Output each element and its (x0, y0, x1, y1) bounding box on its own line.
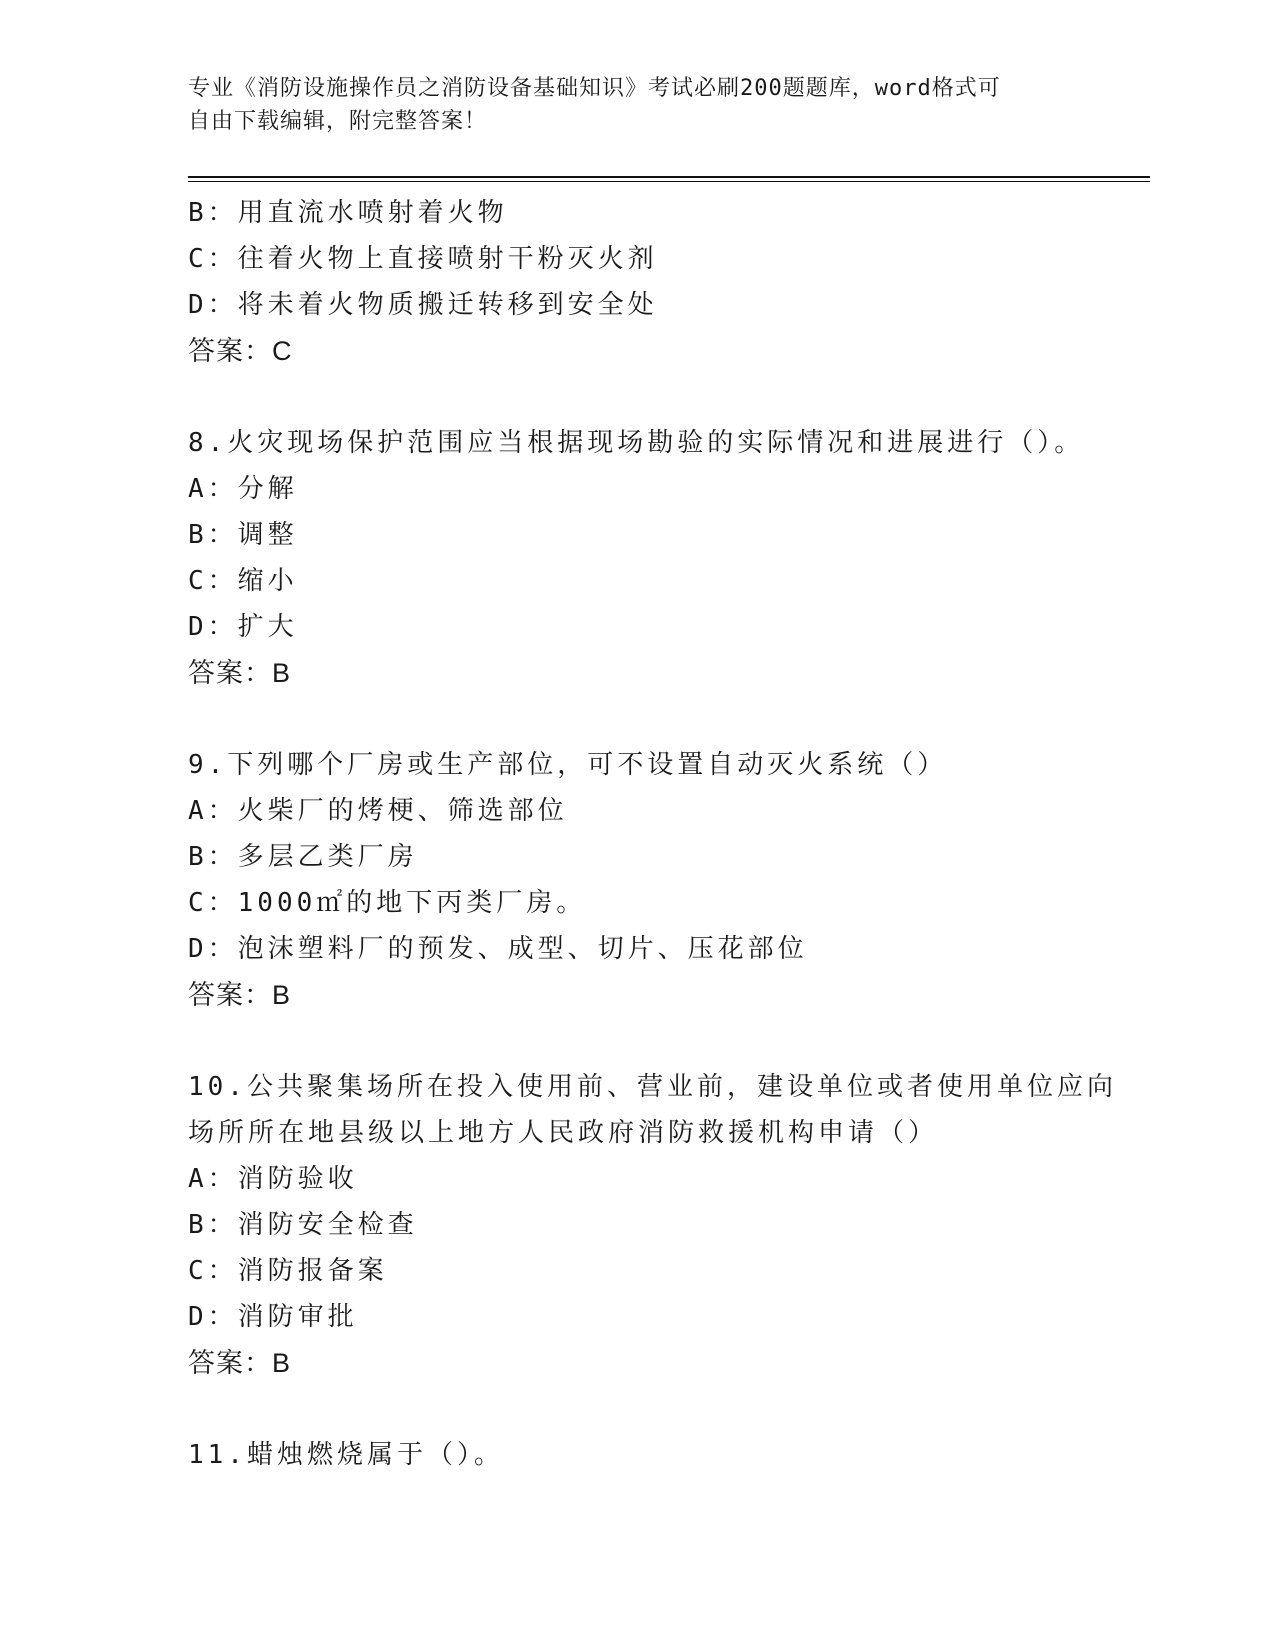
spacer (188, 374, 1108, 420)
answer: 答案：B (188, 1348, 292, 1378)
option-b: B：多层乙类厂房 (188, 842, 418, 872)
option-c: C：消防报备案 (188, 1256, 388, 1286)
question-text-line-2: 场所所在地县级以上地方人民政府消防救援机构申请（） (188, 1118, 939, 1148)
header-rule-thin (188, 181, 1150, 182)
option-a: A：火柴厂的烤梗、筛选部位 (188, 796, 568, 826)
option-c: C：往着火物上直接喷射干粉灭火剂 (188, 244, 658, 274)
option-d: D：扩大 (188, 612, 298, 642)
question-block-10 (188, 1064, 1117, 1386)
option-d: D：泡沫塑料厂的预发、成型、切片、压花部位 (188, 934, 808, 964)
question-list (188, 190, 1117, 1478)
option-b: B：调整 (188, 520, 298, 550)
answer: 答案：B (188, 658, 292, 688)
question-text: 9.下列哪个厂房或生产部位，可不设置自动灭火系统（） (188, 750, 948, 780)
spacer (188, 1386, 1108, 1432)
option-c: C：1000㎡的地下丙类厂房。 (188, 888, 587, 918)
document-header (188, 72, 1068, 138)
question-block-9 (188, 742, 1108, 1018)
spacer (188, 1018, 1108, 1064)
header-line-2: 自由下载编辑，附完整答案！ (188, 109, 488, 134)
answer: 答案：B (188, 980, 292, 1010)
option-a: A：消防验收 (188, 1164, 358, 1194)
header-line-1: 专业《消防设施操作员之消防设备基础知识》考试必刷200题题库，word格式可 (188, 76, 1001, 101)
header-rule-thick (188, 176, 1150, 178)
option-d: D：将未着火物质搬迁转移到安全处 (188, 290, 658, 320)
question-block-8 (188, 420, 1108, 696)
question-text-line-1: 10.公共聚集场所在投入使用前、营业前，建设单位或者使用单位应向 (188, 1072, 1117, 1102)
option-d: D：消防审批 (188, 1302, 358, 1332)
question-block-7 (188, 190, 1108, 374)
question-text: 8.火灾现场保护范围应当根据现场勘验的实际情况和进展进行（）。 (188, 428, 1085, 458)
option-c: C：缩小 (188, 566, 298, 596)
question-text: 11.蜡烛燃烧属于（）。 (188, 1440, 504, 1470)
option-b: B：用直流水喷射着火物 (188, 198, 508, 228)
spacer (188, 696, 1108, 742)
answer: 答案：C (188, 336, 293, 366)
question-block-11 (188, 1432, 1108, 1478)
option-a: A：分解 (188, 474, 298, 504)
option-b: B：消防安全检查 (188, 1210, 418, 1240)
